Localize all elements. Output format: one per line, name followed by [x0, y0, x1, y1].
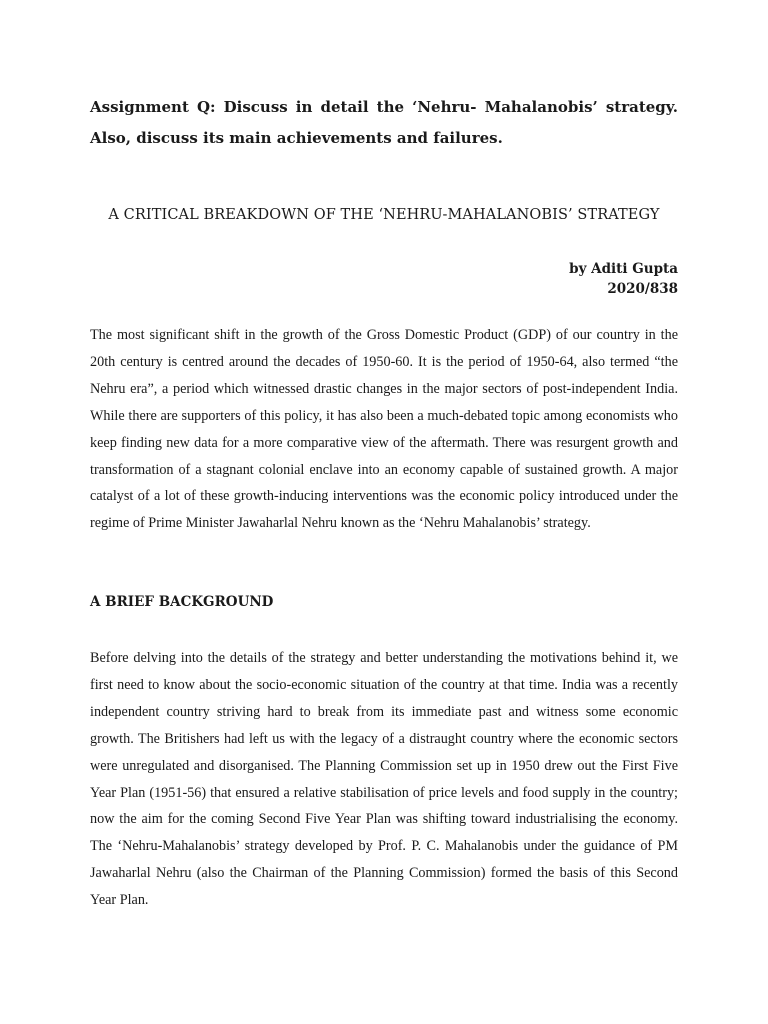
author-roll-number: 2020/838: [607, 281, 678, 297]
intro-paragraph: The most significant shift in the growth of the Gross Domestic Product (GDP) of our country in the 20th century is centred around the decades of 1950-60. It is the period of 1950-64, also termed “the Nehru era”, a period which witnessed drastic changes in the major sectors of post-independent India. While there are supporters of this policy, it has also been a much-debated topic among economists who keep finding new data for a more comparative view of the aftermath. There was resurgent growth and transformation of a stagnant colonial enclave into an economy capable of sustained growth. A major catalyst of a lot of these growth-inducing interventions was the economic policy introduced under the regime of Prime Minister Jawaharlal Nehru known as the ‘Nehru Mahalanobis’ strategy.: [90, 327, 678, 532]
document-title: A CRITICAL BREAKDOWN OF THE ‘NEHRU-MAHALANOBIS’ STRATEGY: [108, 207, 660, 223]
background-paragraph: Before delving into the details of the strategy and better understanding the motivations behind it, we first need to know about the socio-economic situation of the country at that time. India was a recently independent country striving hard to break from its immediate past and witness some economic growth. The Britishers had left us with the legacy of a distraught country where the economic sectors were unregulated and disorganised. The Planning Commission set up in 1950 drew out the First Five Year Plan (1951-56) that ensured a relative stabilisation of price levels and food supply in the country; now the aim for the coming Second Five Year Plan was shifting toward industrialising the economy. The ‘Nehru-Mahalanobis’ strategy developed by Prof. P. C. Mahalanobis under the guidance of PM Jawaharlal Nehru (also the Chairman of the Planning Commission) formed the basis of this Second Year Plan.: [90, 650, 678, 909]
author-block: [569, 259, 678, 299]
assignment-question: Assignment Q: Discuss in detail the ‘Nehru- Mahalanobis’ strategy. Also, discuss its main achievements and failures.: [90, 98, 678, 147]
section-heading-background: A BRIEF BACKGROUND: [90, 594, 274, 610]
author-name: by Aditi Gupta: [569, 261, 678, 277]
